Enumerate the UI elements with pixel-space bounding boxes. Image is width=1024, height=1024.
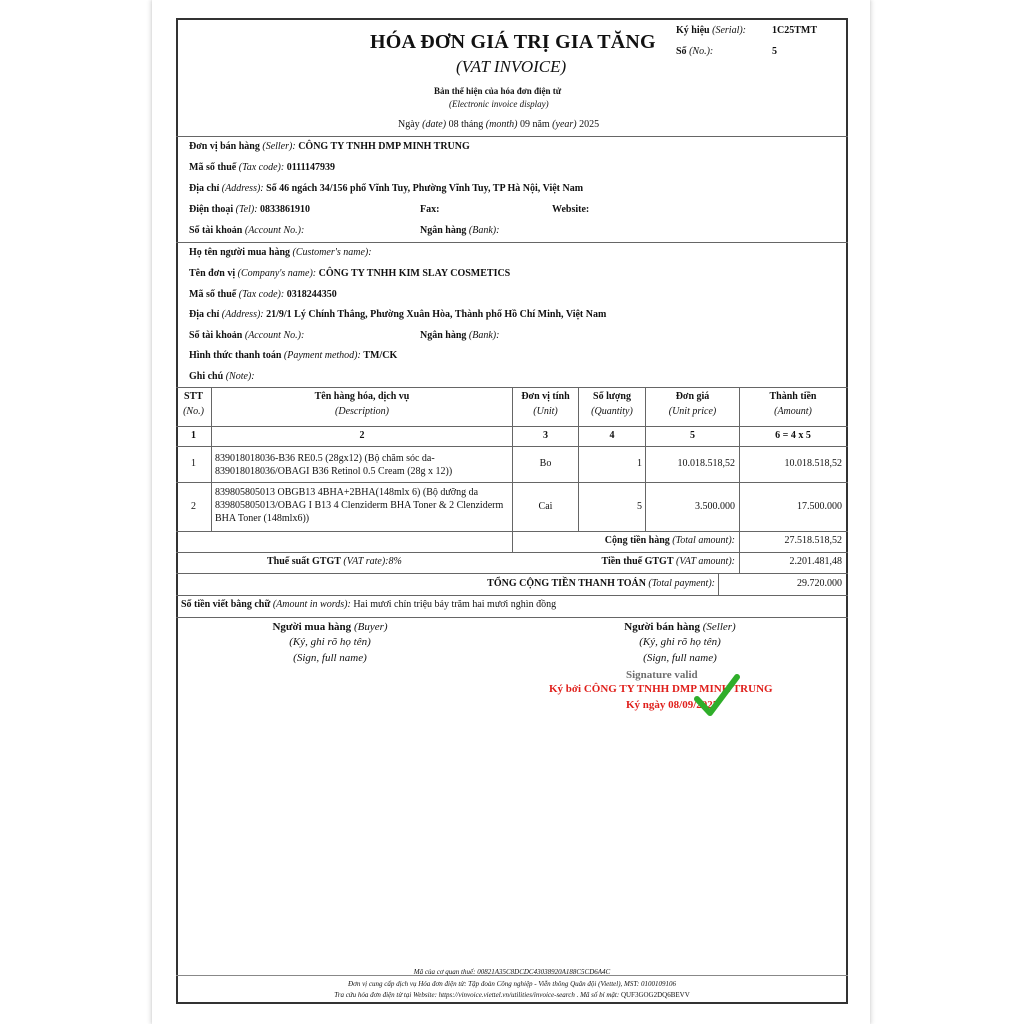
signature-valid-label: Signature valid (626, 669, 698, 681)
display-label: Bản thể hiện của hóa đơn điện tử (434, 86, 562, 96)
divider (176, 136, 848, 137)
invoice-subtitle: (VAT INVOICE) (456, 57, 567, 76)
seller-signature-title: Người bán hàng (Seller) (624, 621, 736, 633)
buyer-note: Ghi chú (Note): (189, 371, 255, 382)
row-unit-price: 10.018.518,52 (677, 458, 735, 469)
divider (176, 242, 848, 243)
row-unit: Bo (539, 458, 552, 469)
row-quantity: 1 (637, 458, 642, 469)
row-amount: 10.018.518,52 (784, 458, 842, 469)
buyer-signature-note-en: (Sign, full name) (293, 652, 367, 664)
index-cell: 6 = 4 x 5 (775, 430, 811, 441)
index-cell: 3 (543, 430, 548, 441)
signed-date-label: Ký ngày 08/09/2025 (626, 699, 719, 711)
serial-value: 1C25TMT (772, 25, 817, 36)
header-no: STT (No.) (183, 391, 204, 417)
header-description: Tên hàng hóa, dịch vụ (Description) (314, 391, 410, 417)
table-border (176, 573, 848, 574)
buyer-tax-code: Mã số thuế (Tax code): 0318244350 (189, 289, 337, 300)
number-label: Số (No.): (676, 46, 714, 57)
index-cell: 2 (359, 430, 365, 441)
display-label-en: (Electronic invoice display) (449, 99, 549, 109)
header-quantity: Số lượng (Quantity) (591, 391, 633, 417)
serial-label: Ký hiệu (Serial): (676, 25, 747, 36)
total-payment: 29.720.000 (797, 578, 842, 589)
tax-authority-code: Mã của cơ quan thuế: 00821A35C8DCDC43038920A188C5CD6A4C (413, 968, 611, 976)
seller-bank: Ngân hàng (Bank): (420, 225, 500, 236)
lookup-info: Tra cứu hóa đơn điện tử tại Website: https://vinvoice.viettel.vn/utilities/invoice-search . Mã số bí mật: QUF3GOG2DQ6BEVV (334, 991, 690, 999)
row-no: 2 (191, 501, 196, 512)
row-description: 839805805013 OBGB13 4BHA+2BHA(148mlx 6) (Bộ dưỡng da 839805805013/OBAG I B13 4 Clenziderm BHA Toner & 2 Clenziderm BHA Toner (148mlx6)) (215, 487, 504, 524)
number-value: 5 (772, 46, 777, 57)
seller-phone: Điện thoại (Tel): 0833861910 (189, 204, 311, 215)
buyer-payment-method: Hình thức thanh toán (Payment method): TM/CK (189, 350, 398, 361)
service-provider: Đơn vị cung cấp dịch vụ Hóa đơn điện tử: Tập đoàn Công nghiệp - Viễn thông Quân đội (Viettel), MST: 0100109106 (348, 980, 676, 988)
table-border (176, 595, 848, 596)
seller-signature-note: (Ký, ghi rõ họ tên) (639, 636, 721, 648)
seller-tax-code: Mã số thuế (Tax code): 0111147939 (189, 162, 336, 173)
index-cell: 1 (191, 430, 196, 441)
invoice-title: HÓA ĐƠN GIÁ TRỊ GIA TĂNG (370, 31, 656, 53)
header-unit: Đơn vị tính (Unit) (521, 391, 570, 417)
header-unit-price: Đơn giá (Unit price) (668, 391, 717, 417)
seller-name: Đơn vị bán hàng (Seller): CÔNG TY TNHH DMP MINH TRUNG (189, 141, 470, 152)
buyer-signature-title: Người mua hàng (Buyer) (272, 621, 388, 633)
check-mark-icon (694, 673, 740, 719)
buyer-signature-note: (Ký, ghi rõ họ tên) (289, 636, 371, 648)
buyer-company: Tên đơn vị (Company's name): CÔNG TY TNHH KIM SLAY COSMETICS (189, 268, 511, 279)
buyer-account: Số tài khoản (Account No.): (189, 330, 305, 341)
total-amount-label: Cộng tiền hàng (Total amount): (604, 535, 735, 546)
invoice-date: Ngày (date) 08 tháng (month) 09 năm (year) 2025 (398, 119, 600, 130)
table-border (176, 552, 848, 553)
seller-website-label: Website: (552, 204, 590, 215)
seller-address: Địa chỉ (Address): Số 46 ngách 34/156 phố Vĩnh Tuy, Phường Vĩnh Tuy, TP Hà Nội, Việt Nam (189, 183, 584, 194)
buyer-address: Địa chỉ (Address): 21/9/1 Lý Chính Thắng, Phường Xuân Hòa, Thành phố Hồ Chí Minh, Việt Nam (189, 309, 607, 320)
total-payment-label: TỔNG CỘNG TIỀN THANH TOÁN (Total payment): (487, 578, 715, 589)
index-cell: 4 (609, 430, 615, 441)
vat-amount-label: Tiền thuế GTGT (VAT amount): (601, 556, 735, 567)
index-cell: 5 (690, 430, 695, 441)
row-amount: 17.500.000 (797, 501, 842, 512)
signed-by-label: Ký bởi CÔNG TY TNHH DMP MINH TRUNG (549, 683, 773, 695)
vat-amount: 2.201.481,48 (789, 556, 842, 567)
buyer-customer-name: Họ tên người mua hàng (Customer's name): (189, 247, 372, 258)
vat-rate: Thuế suất GTGT (VAT rate):8% (267, 556, 402, 567)
total-amount: 27.518.518,52 (784, 535, 842, 546)
row-no: 1 (191, 458, 196, 469)
amount-in-words: Số tiền viết bằng chữ (Amount in words): Hai mươi chín triệu bảy trăm hai mươi nghìn đồng (181, 599, 557, 610)
row-quantity: 5 (637, 501, 642, 512)
row-unit: Cai (538, 501, 553, 512)
seller-account: Số tài khoản (Account No.): (189, 225, 305, 236)
table-border (176, 617, 848, 618)
seller-signature-note-en: (Sign, full name) (643, 652, 717, 664)
buyer-bank: Ngân hàng (Bank): (420, 330, 500, 341)
seller-fax-label: Fax: (420, 204, 440, 215)
row-description: 839018018036-B36 RE0.5 (28gx12) (Bộ chăm sóc da-839018018036/OBAGI B36 Retinol 0.5 Cream (28g x 12)) (215, 453, 453, 477)
table-col (718, 573, 719, 595)
row-unit-price: 3.500.000 (695, 501, 735, 512)
header-amount: Thành tiền (Amount) (769, 391, 817, 417)
